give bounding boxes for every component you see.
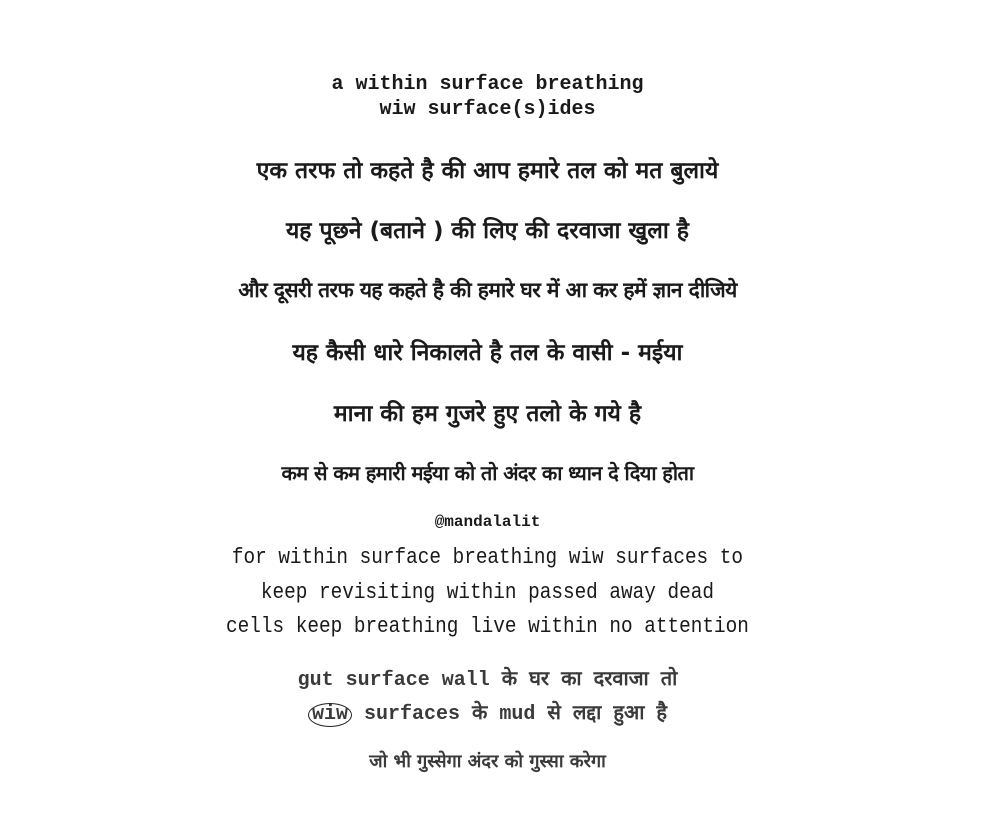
english-line-1: for within surface breathing wiw surfaces to	[231, 545, 744, 570]
hindi-line-4: यह कैसी धारे निकालते है तल के वासी - मईया	[292, 340, 683, 366]
title-line-1: a within surface breathing	[331, 73, 644, 96]
hindi-line-3: और दूसरी तरफ यह कहते है की हमारे घर में आ कर हमें ज्ञान दीजिये	[238, 278, 737, 302]
hindi-line-1: एक तरफ तो कहते है की आप हमारे तल को मत बुलाये	[256, 158, 719, 184]
hindi-line-6: कम से कम हमारी मईया को तो अंदर का ध्यान दे दिया होता	[281, 461, 694, 485]
hindi-line-2: यह पूछने (बताने ) की लिए की दरवाजा खुला है	[285, 218, 690, 244]
mixed-line-2	[0, 698, 975, 727]
hindi-line-5: माना की हम गुजरे हुए तलो के गये है	[333, 401, 642, 427]
mixed-line-1: gut surface wall के घर का दरवाजा तो	[297, 669, 678, 692]
circled-word: wiw	[308, 703, 352, 727]
title-line-2: wiw surface(s)ides	[379, 98, 596, 121]
english-line-3: cells keep breathing live within no attention	[226, 614, 749, 639]
closing-line: जो भी गुस्सेगा अंदर को गुस्सा करेगा	[369, 751, 606, 772]
mixed-line-2-rest: surfaces के mud से लद्दा हुआ है	[352, 703, 668, 726]
english-line-2: keep revisiting within passed away dead	[260, 580, 714, 605]
author-handle: @mandalalit	[434, 513, 541, 531]
